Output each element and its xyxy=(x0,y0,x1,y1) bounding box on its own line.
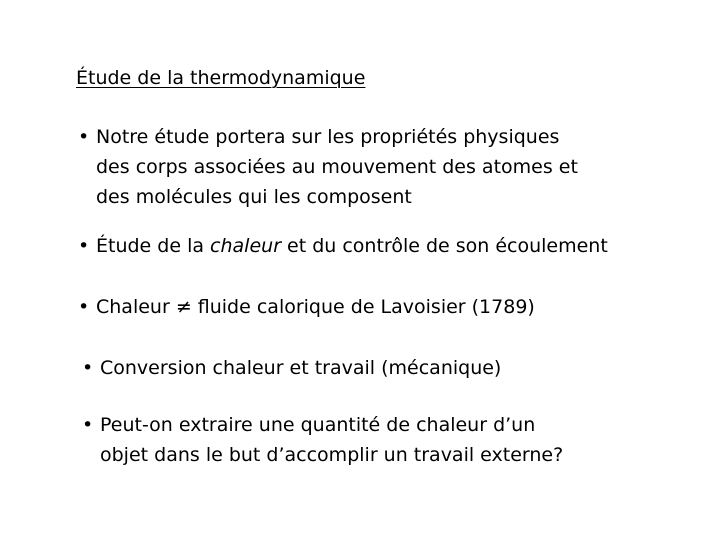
bullet-text: et du contrôle de son écoulement xyxy=(281,235,608,257)
bullet-text: Conversion chaleur et travail (mécanique) xyxy=(100,357,502,379)
bullet-item xyxy=(82,353,501,383)
bullet-text: Chaleur ≠ fluide calorique de Lavoisier (1789) xyxy=(96,296,535,318)
bullet-text-continuation: des molécules qui les composent xyxy=(96,186,412,208)
bullet-text: Étude de la xyxy=(96,235,211,257)
bullet-marker: • xyxy=(78,126,90,148)
emphasized-word: chaleur xyxy=(210,235,281,257)
bullet-text: Notre étude portera sur les propriétés physiques xyxy=(96,126,560,148)
bullet-item xyxy=(78,231,608,261)
bullet-item xyxy=(82,410,563,470)
bullet-item xyxy=(78,122,578,212)
bullet-item xyxy=(78,292,535,322)
bullet-marker: • xyxy=(78,296,90,318)
bullet-text-continuation: objet dans le but d’accomplir un travail externe? xyxy=(100,444,564,466)
bullet-marker: • xyxy=(82,414,94,436)
bullet-marker: • xyxy=(78,235,90,257)
bullet-text-continuation: des corps associées au mouvement des atomes et xyxy=(96,156,578,178)
slide-title: Étude de la thermodynamique xyxy=(76,67,366,89)
bullet-text: Peut-on extraire une quantité de chaleur d’un xyxy=(100,414,536,436)
bullet-marker: • xyxy=(82,357,94,379)
